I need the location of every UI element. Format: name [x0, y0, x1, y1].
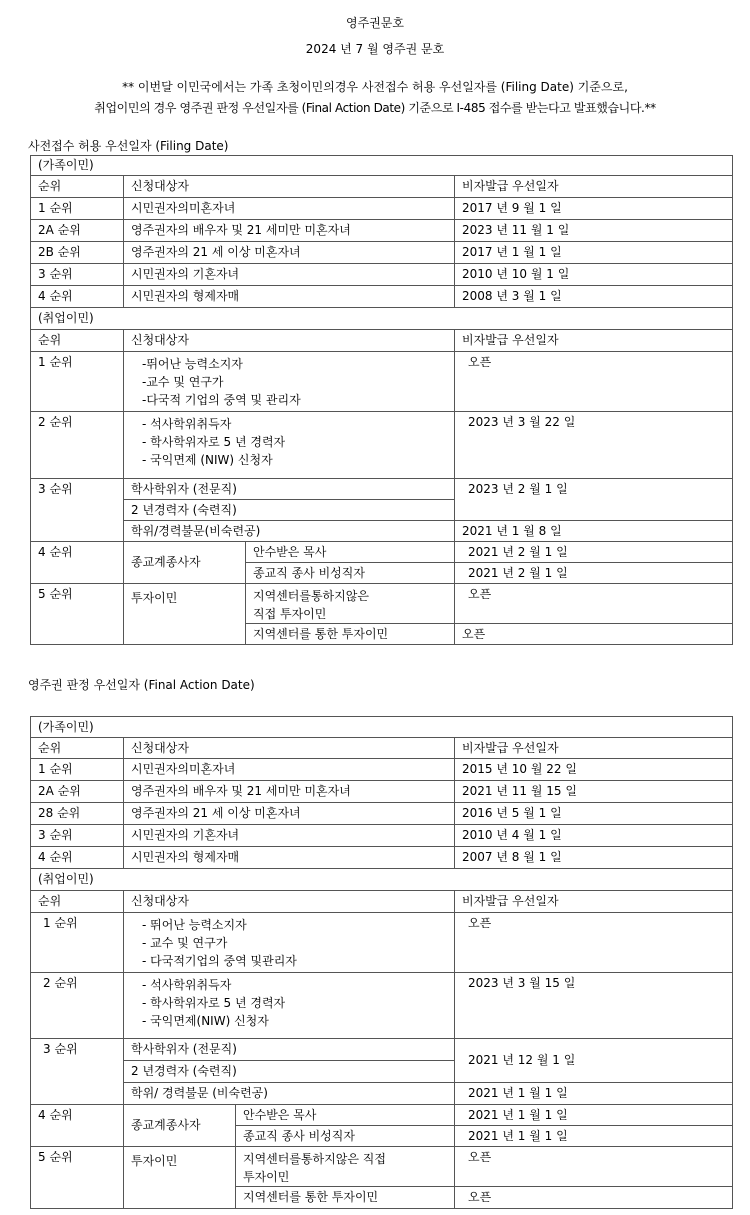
rank-cell: 2 순위 [31, 412, 124, 479]
target-list-cell [124, 352, 455, 412]
family-section-row [31, 717, 733, 738]
rank-cell: 4 순위 [31, 1105, 124, 1147]
target-cell: 영주권자의 21 세 이상 미혼자녀 [124, 803, 455, 825]
date-cell: 2021 년 12 월 1 일 [455, 1039, 733, 1083]
employment-section-label: (취업이민) [31, 869, 733, 891]
target-cell: 2 년경력자 (숙련직) [124, 1061, 455, 1083]
col-rank-header: 순위 [31, 738, 124, 759]
target-cell: 영주권자의 21 세 이상 미혼자녀 [124, 242, 455, 264]
list-item: -교수 및 연구가 [142, 375, 224, 389]
date-cell: 2010 년 4 월 1 일 [455, 825, 733, 847]
col-date-header: 비자발급 우선일자 [455, 891, 733, 913]
table-row [31, 1039, 733, 1061]
rank-cell: 5 순위 [31, 1147, 124, 1209]
target-cell: 시민권자의 형제자매 [124, 286, 455, 308]
subtarget-cell: 안수받은 목사 [236, 1105, 455, 1126]
subtarget-line: 직접 투자이민 [253, 607, 327, 621]
target-cell: 시민권자의 기혼자녀 [124, 264, 455, 286]
col-rank-header: 순위 [31, 176, 124, 198]
subtarget-cell [246, 584, 455, 624]
date-cell: 오픈 [455, 584, 733, 624]
table-row [31, 264, 733, 286]
subtarget-cell: 종교직 종사 비성직자 [236, 1126, 455, 1147]
date-cell: 2017 년 1 월 1 일 [455, 242, 733, 264]
rank-cell: 3 순위 [31, 479, 124, 542]
table-row [31, 913, 733, 973]
employment-section-row [31, 869, 733, 891]
rank-cell: 1 순위 [31, 759, 124, 781]
family-section-label: (가족이민) [31, 156, 733, 176]
header-row [31, 738, 733, 759]
document-subtitle: 2024 년 7 월 영주권 문호 [305, 42, 445, 56]
header-row [31, 330, 733, 352]
target-cell: 학위/ 경력불문 (비숙련공) [124, 1083, 455, 1105]
table-row [31, 479, 733, 500]
list-item: - 학사학위자로 5 년 경력자 [142, 435, 286, 449]
col-target-header: 신청대상자 [124, 176, 455, 198]
list-item: -다국적 기업의 중역 및 관리자 [142, 393, 301, 407]
target-cell: 영주권자의 배우자 및 21 세미만 미혼자녀 [124, 220, 455, 242]
rank-cell: 4 순위 [31, 847, 124, 869]
target-cell: 시민권자의미혼자녀 [124, 198, 455, 220]
list-item: - 뛰어난 능력소지자 [142, 918, 247, 932]
table-row [31, 803, 733, 825]
date-cell: 2021 년 1 월 1 일 [455, 1083, 733, 1105]
col-date-header: 비자발급 우선일자 [455, 738, 733, 759]
col-target-header: 신청대상자 [124, 891, 455, 913]
date-cell: 2023 년 11 월 1 일 [455, 220, 733, 242]
table-row [31, 781, 733, 803]
table-row [31, 198, 733, 220]
list-item: - 석사학위취득자 [142, 978, 232, 992]
date-cell: 오픈 [455, 913, 733, 973]
target-cell: 시민권자의 형제자매 [124, 847, 455, 869]
rank-cell: 4 순위 [31, 542, 124, 584]
date-cell: 2021 년 1 월 1 일 [455, 1105, 733, 1126]
final-action-table [30, 716, 733, 1209]
list-item: - 다국적기업의 중역 및관리자 [142, 954, 297, 968]
col-target-header: 신청대상자 [124, 738, 455, 759]
table-row [31, 973, 733, 1039]
employment-section-row [31, 308, 733, 330]
subtarget-line: 지역센터를통하지않은 직접 [243, 1152, 386, 1166]
date-cell: 2021 년 1 월 1 일 [455, 1126, 733, 1147]
date-cell: 2023 년 2 월 1 일 [455, 479, 733, 521]
table-row [31, 220, 733, 242]
rank-cell: 5 순위 [31, 584, 124, 645]
category-cell: 종교계종사자 [124, 542, 246, 584]
target-list-cell [124, 913, 455, 973]
list-item: - 석사학위취득자 [142, 417, 232, 431]
rank-cell: 3 순위 [31, 825, 124, 847]
rank-cell: 3 순위 [31, 264, 124, 286]
list-item: -뛰어난 능력소지자 [142, 357, 243, 371]
final-action-heading: 영주권 판정 우선일자 (Final Action Date) [28, 678, 255, 692]
date-cell: 2015 년 10 월 22 일 [455, 759, 733, 781]
date-cell: 2021 년 1 월 8 일 [455, 521, 733, 542]
list-item: - 국익면제 (NIW) 신청자 [142, 453, 273, 467]
subtarget-line: 지역센터를통하지않은 [253, 589, 369, 603]
date-cell: 오픈 [455, 1147, 733, 1187]
rank-cell: 2A 순위 [31, 781, 124, 803]
table-row [31, 521, 733, 542]
category-cell: 종교계종사자 [124, 1105, 236, 1147]
table-row [31, 825, 733, 847]
rank-cell: 1 순위 [31, 352, 124, 412]
rank-cell: 28 순위 [31, 803, 124, 825]
date-cell: 2007 년 8 월 1 일 [455, 847, 733, 869]
list-item: - 국익면제(NIW) 신청자 [142, 1014, 269, 1028]
table-row [31, 1147, 733, 1187]
table-row [31, 286, 733, 308]
date-cell: 오픈 [455, 624, 733, 645]
subtarget-cell: 안수받은 목사 [246, 542, 455, 563]
col-rank-header: 순위 [31, 330, 124, 352]
date-cell: 2023 년 3 월 15 일 [455, 973, 733, 1039]
rank-cell: 3 순위 [31, 1039, 124, 1105]
col-rank-header: 순위 [31, 891, 124, 913]
rank-cell: 1 순위 [31, 913, 124, 973]
date-cell: 2021 년 2 월 1 일 [455, 563, 733, 584]
date-cell: 2021 년 2 월 1 일 [455, 542, 733, 563]
col-date-header: 비자발급 우선일자 [455, 330, 733, 352]
category-cell: 투자이민 [124, 584, 246, 645]
date-cell: 2016 년 5 월 1 일 [455, 803, 733, 825]
target-cell: 학사학위자 (전문직) [124, 1039, 455, 1061]
table-row [31, 352, 733, 412]
target-cell: 2 년경력자 (숙련직) [124, 500, 455, 521]
date-cell: 2023 년 3 월 22 일 [455, 412, 733, 479]
list-item: - 교수 및 연구가 [142, 936, 228, 950]
table-row [31, 1083, 733, 1105]
list-item: - 학사학위자로 5 년 경력자 [142, 996, 286, 1010]
rank-cell: 2A 순위 [31, 220, 124, 242]
subtarget-cell: 지역센터를 통한 투자이민 [246, 624, 455, 645]
table-row [31, 412, 733, 479]
target-list-cell [124, 412, 455, 479]
header-row [31, 176, 733, 198]
target-cell: 학사학위자 (전문직) [124, 479, 455, 500]
col-date-header: 비자발급 우선일자 [455, 176, 733, 198]
notice-line-1: ** 이번달 이민국에서는 가족 초청이민의경우 사전접수 허용 우선일자를 (Filing Date) 기준으로, [122, 80, 628, 94]
date-cell: 오픈 [455, 1187, 733, 1209]
family-section-label: (가족이민) [31, 717, 733, 738]
table-row [31, 759, 733, 781]
target-cell: 학위/경력불문(비숙련공) [124, 521, 455, 542]
target-list-cell [124, 973, 455, 1039]
document-title: 영주권문호 [346, 16, 404, 30]
col-target-header: 신청대상자 [124, 330, 455, 352]
table-row [31, 847, 733, 869]
table-row [31, 584, 733, 624]
rank-cell: 4 순위 [31, 286, 124, 308]
target-cell: 시민권자의 기혼자녀 [124, 825, 455, 847]
table-row [31, 242, 733, 264]
subtarget-cell: 종교직 종사 비성직자 [246, 563, 455, 584]
table-row [31, 542, 733, 563]
employment-section-label: (취업이민) [31, 308, 733, 330]
subtarget-line: 투자이민 [243, 1170, 290, 1184]
filing-date-heading: 사전접수 허용 우선일자 (Filing Date) [28, 139, 229, 153]
rank-cell: 1 순위 [31, 198, 124, 220]
target-cell: 영주권자의 배우자 및 21 세미만 미혼자녀 [124, 781, 455, 803]
subtarget-cell [236, 1147, 455, 1187]
notice-line-2: 취업이민의 경우 영주권 판정 우선일자를 (Final Action Date) 기준으로 I-485 접수를 받는다고 발표했습니다.** [94, 101, 656, 115]
date-cell: 2008 년 3 월 1 일 [455, 286, 733, 308]
date-cell: 오픈 [455, 352, 733, 412]
header-row [31, 891, 733, 913]
filing-date-table [30, 155, 733, 645]
subtarget-cell: 지역센터를 통한 투자이민 [236, 1187, 455, 1209]
date-cell: 2017 년 9 월 1 일 [455, 198, 733, 220]
date-cell: 2010 년 10 월 1 일 [455, 264, 733, 286]
category-cell: 투자이민 [124, 1147, 236, 1209]
rank-cell: 2 순위 [31, 973, 124, 1039]
target-cell: 시민권자의미혼자녀 [124, 759, 455, 781]
date-cell: 2021 년 11 월 15 일 [455, 781, 733, 803]
rank-cell: 2B 순위 [31, 242, 124, 264]
table-row [31, 1105, 733, 1126]
family-section-row [31, 156, 733, 176]
